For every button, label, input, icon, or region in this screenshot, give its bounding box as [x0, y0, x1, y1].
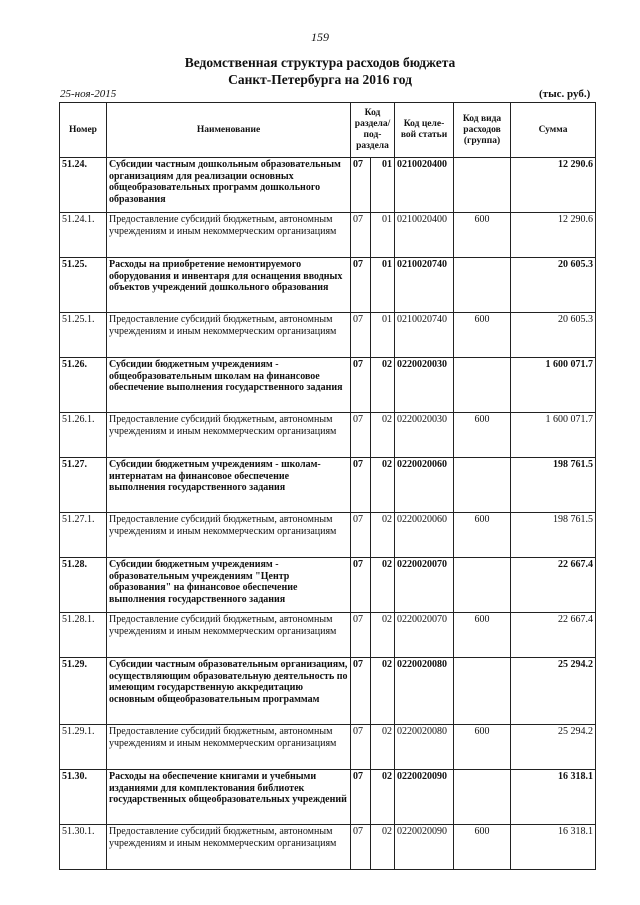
row-subsection: 02	[371, 358, 395, 413]
row-expense-type	[454, 458, 511, 513]
row-number: 51.30.	[60, 770, 107, 825]
row-number: 51.27.1.	[60, 513, 107, 558]
row-number: 51.29.	[60, 658, 107, 725]
row-section: 07	[351, 358, 371, 413]
header-sum: Сумма	[511, 103, 596, 158]
row-sum: 16 318.1	[511, 825, 596, 870]
row-sum: 22 667.4	[511, 558, 596, 613]
table-row	[60, 658, 596, 725]
row-number: 51.26.1.	[60, 413, 107, 458]
row-sum: 198 761.5	[511, 513, 596, 558]
row-name: Субсидии бюджетным учреждениям - общеобразовательным школам на финансовое обеспечение выполнения государственного задания	[107, 358, 351, 413]
row-number: 51.27.	[60, 458, 107, 513]
table-row	[60, 313, 596, 358]
row-section: 07	[351, 258, 371, 313]
row-expense-type	[454, 158, 511, 213]
title-line-1: Ведомственная структура расходов бюджета	[184, 55, 456, 70]
budget-table	[59, 102, 596, 870]
row-number: 51.25.1.	[60, 313, 107, 358]
row-expense-type: 600	[454, 725, 511, 770]
row-name: Предоставление субсидий бюджетным, автономным учреждениям и иным некоммерческим организациям	[107, 313, 351, 358]
row-expense-type: 600	[454, 513, 511, 558]
table-row	[60, 413, 596, 458]
row-subsection: 02	[371, 558, 395, 613]
row-sum: 12 290.6	[511, 213, 596, 258]
table-row	[60, 458, 596, 513]
row-section: 07	[351, 725, 371, 770]
row-number: 51.28.1.	[60, 613, 107, 658]
row-article-code: 0220020060	[395, 513, 454, 558]
row-subsection: 02	[371, 725, 395, 770]
row-number: 51.30.1.	[60, 825, 107, 870]
table-row	[60, 770, 596, 825]
row-name: Предоставление субсидий бюджетным, автономным учреждениям и иным некоммерческим организациям	[107, 613, 351, 658]
row-article-code: 0220020080	[395, 658, 454, 725]
row-article-code: 0220020030	[395, 358, 454, 413]
row-article-code: 0220020080	[395, 725, 454, 770]
row-subsection: 01	[371, 313, 395, 358]
row-name: Субсидии частным образовательным организациям, осуществляющим образовательную деятельность по имеющим государственную аккредитацию основным общеобразовательным программам	[107, 658, 351, 725]
row-section: 07	[351, 770, 371, 825]
row-expense-type: 600	[454, 213, 511, 258]
row-number: 51.28.	[60, 558, 107, 613]
row-sum: 16 318.1	[511, 770, 596, 825]
row-section: 07	[351, 513, 371, 558]
row-expense-type	[454, 558, 511, 613]
row-section: 07	[351, 313, 371, 358]
row-subsection: 01	[371, 213, 395, 258]
row-subsection: 02	[371, 825, 395, 870]
row-article-code: 0220020090	[395, 825, 454, 870]
row-sum: 1 600 071.7	[511, 413, 596, 458]
table-row	[60, 513, 596, 558]
row-section: 07	[351, 413, 371, 458]
row-section: 07	[351, 558, 371, 613]
row-article-code: 0220020090	[395, 770, 454, 825]
row-number: 51.26.	[60, 358, 107, 413]
row-sum: 20 605.3	[511, 313, 596, 358]
row-subsection: 02	[371, 458, 395, 513]
table-body	[60, 158, 596, 870]
header-number: Номер	[60, 103, 107, 158]
header-section: Код раздела/ под-раздела	[351, 103, 395, 158]
table-row	[60, 258, 596, 313]
row-sum: 25 294.2	[511, 725, 596, 770]
header-expense-type: Код вида расходов (группа)	[454, 103, 511, 158]
table-row	[60, 558, 596, 613]
row-sum: 22 667.4	[511, 613, 596, 658]
row-subsection: 02	[371, 413, 395, 458]
row-expense-type	[454, 658, 511, 725]
row-expense-type: 600	[454, 413, 511, 458]
row-name: Предоставление субсидий бюджетным, автономным учреждениям и иным некоммерческим организациям	[107, 825, 351, 870]
row-article-code: 0210020400	[395, 213, 454, 258]
row-sum: 1 600 071.7	[511, 358, 596, 413]
row-subsection: 02	[371, 658, 395, 725]
row-article-code: 0220020060	[395, 458, 454, 513]
row-sum: 25 294.2	[511, 658, 596, 725]
row-section: 07	[351, 458, 371, 513]
row-number: 51.25.	[60, 258, 107, 313]
row-expense-type: 600	[454, 825, 511, 870]
table-row	[60, 725, 596, 770]
row-article-code: 0220020070	[395, 558, 454, 613]
units-label: (тыс. руб.)	[539, 88, 591, 100]
header-name: Наименование	[107, 103, 351, 158]
row-expense-type	[454, 358, 511, 413]
row-number: 51.29.1.	[60, 725, 107, 770]
row-article-code: 0210020400	[395, 158, 454, 213]
row-name: Предоставление субсидий бюджетным, автономным учреждениям и иным некоммерческим организациям	[107, 513, 351, 558]
row-subsection: 02	[371, 613, 395, 658]
row-name: Предоставление субсидий бюджетным, автономным учреждениям и иным некоммерческим организациям	[107, 725, 351, 770]
row-expense-type	[454, 258, 511, 313]
row-name: Предоставление субсидий бюджетным, автономным учреждениям и иным некоммерческим организациям	[107, 213, 351, 258]
row-section: 07	[351, 658, 371, 725]
row-sum: 198 761.5	[511, 458, 596, 513]
row-sum: 20 605.3	[511, 258, 596, 313]
row-number: 51.24.	[60, 158, 107, 213]
row-article-code: 0220020070	[395, 613, 454, 658]
row-name: Расходы на приобретение немонтируемого оборудования и инвентаря для оснащения вводных объектов учреждений дошкольного образования	[107, 258, 351, 313]
table-row	[60, 825, 596, 870]
row-number: 51.24.1.	[60, 213, 107, 258]
row-article-code: 0210020740	[395, 258, 454, 313]
row-expense-type: 600	[454, 313, 511, 358]
row-name: Расходы на обеспечение книгами и учебными изданиями для комплектования библиотек государственных общеобразовательных учреждений	[107, 770, 351, 825]
table-row	[60, 158, 596, 213]
page-number: 159	[311, 30, 329, 44]
row-section: 07	[351, 158, 371, 213]
row-sum: 12 290.6	[511, 158, 596, 213]
row-expense-type: 600	[454, 613, 511, 658]
title-line-2: Санкт-Петербурга на 2016 год	[228, 72, 412, 87]
row-article-code: 0210020740	[395, 313, 454, 358]
row-name: Субсидии бюджетным учреждениям - школам-интернатам на финансовое обеспечение выполнения государственного задания	[107, 458, 351, 513]
row-name: Субсидии частным дошкольным образовательным организациям для реализации основных общеобразовательных программ дошкольного образования	[107, 158, 351, 213]
row-section: 07	[351, 613, 371, 658]
table-row	[60, 213, 596, 258]
table-row	[60, 358, 596, 413]
row-subsection: 01	[371, 158, 395, 213]
row-section: 07	[351, 213, 371, 258]
row-subsection: 02	[371, 770, 395, 825]
row-subsection: 02	[371, 513, 395, 558]
row-name: Субсидии бюджетным учреждениям - образовательным учреждениям "Центр образования" на финансовое обеспечение выполнения государственного задания	[107, 558, 351, 613]
document-date: 25-ноя-2015	[60, 88, 117, 100]
row-expense-type	[454, 770, 511, 825]
row-article-code: 0220020030	[395, 413, 454, 458]
row-section: 07	[351, 825, 371, 870]
table-row	[60, 613, 596, 658]
document-title	[0, 54, 640, 88]
table-header	[60, 103, 596, 158]
row-name: Предоставление субсидий бюджетным, автономным учреждениям и иным некоммерческим организациям	[107, 413, 351, 458]
row-subsection: 01	[371, 258, 395, 313]
header-article: Код целе-вой статьи	[395, 103, 454, 158]
